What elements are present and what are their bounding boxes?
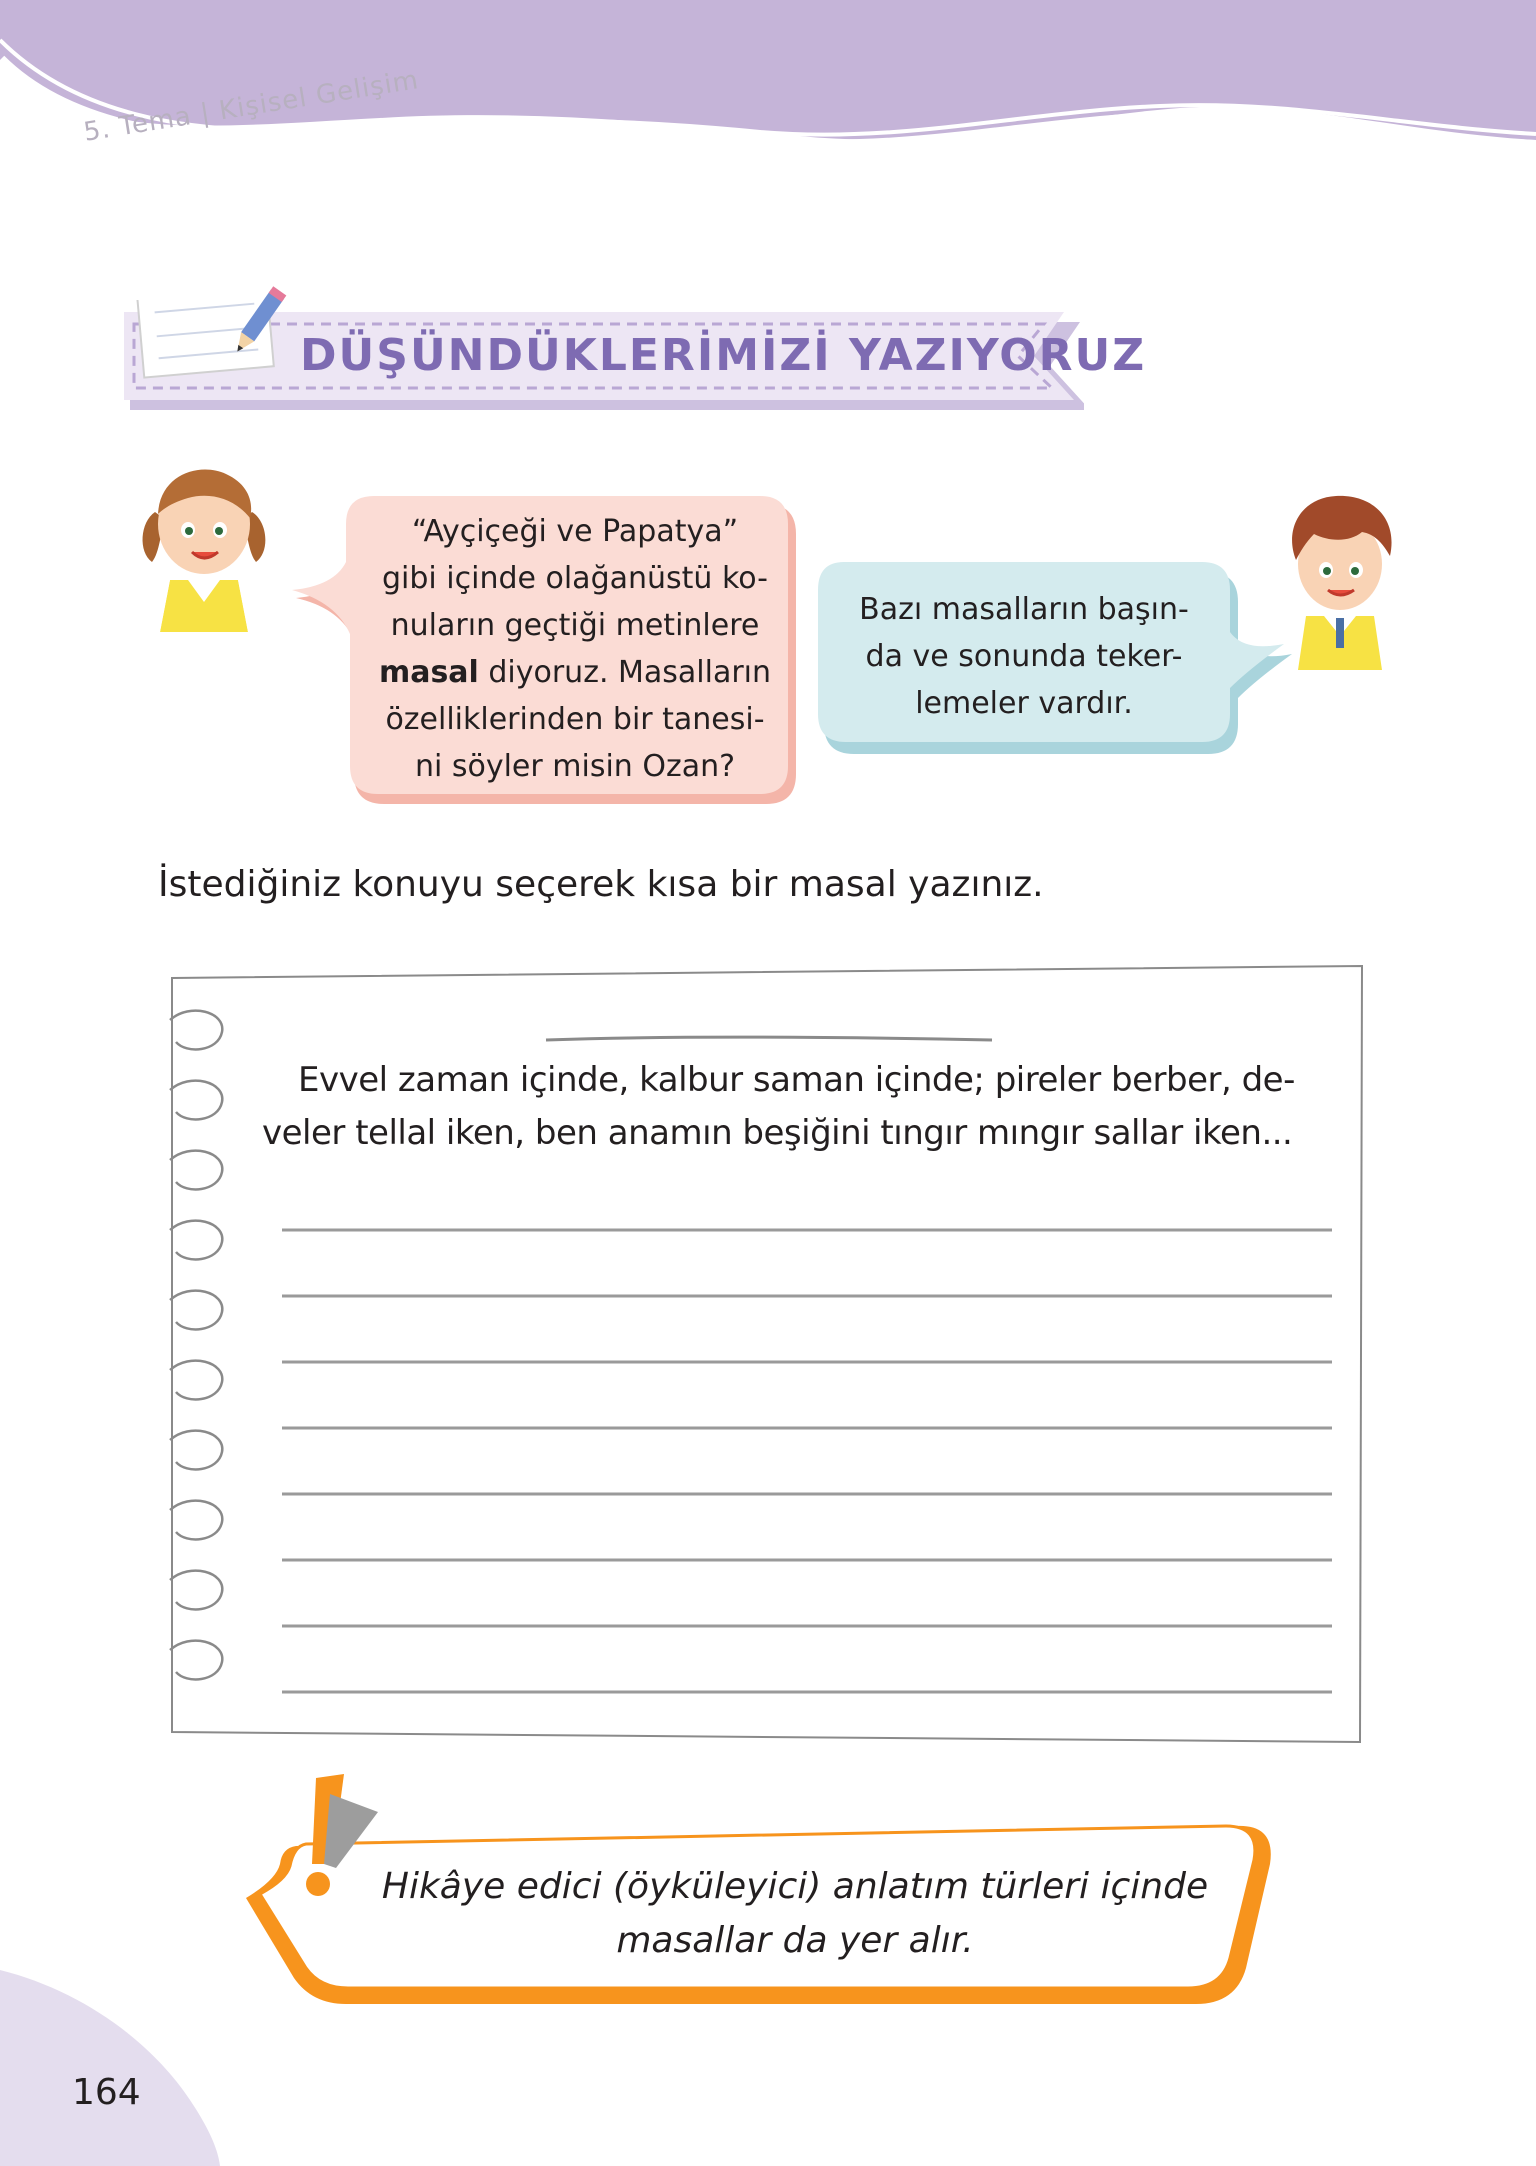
boy-bubble-line: lemeler vardır. xyxy=(915,686,1133,721)
girl-bubble-line-rest: diyoruz. Masalların xyxy=(478,655,772,690)
boy-bubble-line: Bazı masalların başın- xyxy=(859,592,1189,627)
girl-character xyxy=(130,452,280,632)
girl-bubble-line xyxy=(358,649,792,696)
header-wave xyxy=(0,0,1536,170)
boy-bubble-line: da ve sonunda teker- xyxy=(865,639,1183,674)
girl-bubble-text xyxy=(358,508,792,790)
notebook-text-line-1: Evvel zaman içinde, kalbur saman içinde; pireler berber, de- xyxy=(298,1060,1295,1100)
girl-bubble-line: nuların geçtiği metinlere xyxy=(390,608,760,643)
bold-term-masal: masal xyxy=(378,655,479,690)
theme-label: 5. Tema | Kişisel Gelişim xyxy=(81,65,422,148)
pencil-icon xyxy=(228,282,288,362)
boy-bubble-text xyxy=(834,586,1214,727)
page-number: 164 xyxy=(72,2072,141,2113)
girl-bubble-line: özelliklerinden bir tanesi- xyxy=(385,702,765,737)
info-text-line-1: Hikâye edici (öyküleyici) anlatım türleri içinde xyxy=(381,1866,1209,1907)
info-text xyxy=(330,1860,1260,1968)
instruction-text: İstediğiniz konuyu seçerek kısa bir masal yazınız. xyxy=(158,864,1044,905)
girl-bubble-line: “Ayçiçeği ve Papatya” xyxy=(411,514,739,549)
boy-character xyxy=(1270,490,1410,670)
info-text-line-2: masallar da yer alır. xyxy=(616,1920,974,1961)
corner-decoration xyxy=(0,1970,240,2166)
section-title: DÜŞÜNDÜKLERİMİZİ YAZIYORUZ xyxy=(300,330,1147,381)
girl-bubble-line: ni söyler misin Ozan? xyxy=(414,749,736,784)
notebook-text-line-2: veler tellal iken, ben anamın beşiğini tıngır mıngır sallar iken... xyxy=(262,1113,1293,1153)
girl-bubble-line: gibi içinde olağanüstü ko- xyxy=(381,561,768,596)
